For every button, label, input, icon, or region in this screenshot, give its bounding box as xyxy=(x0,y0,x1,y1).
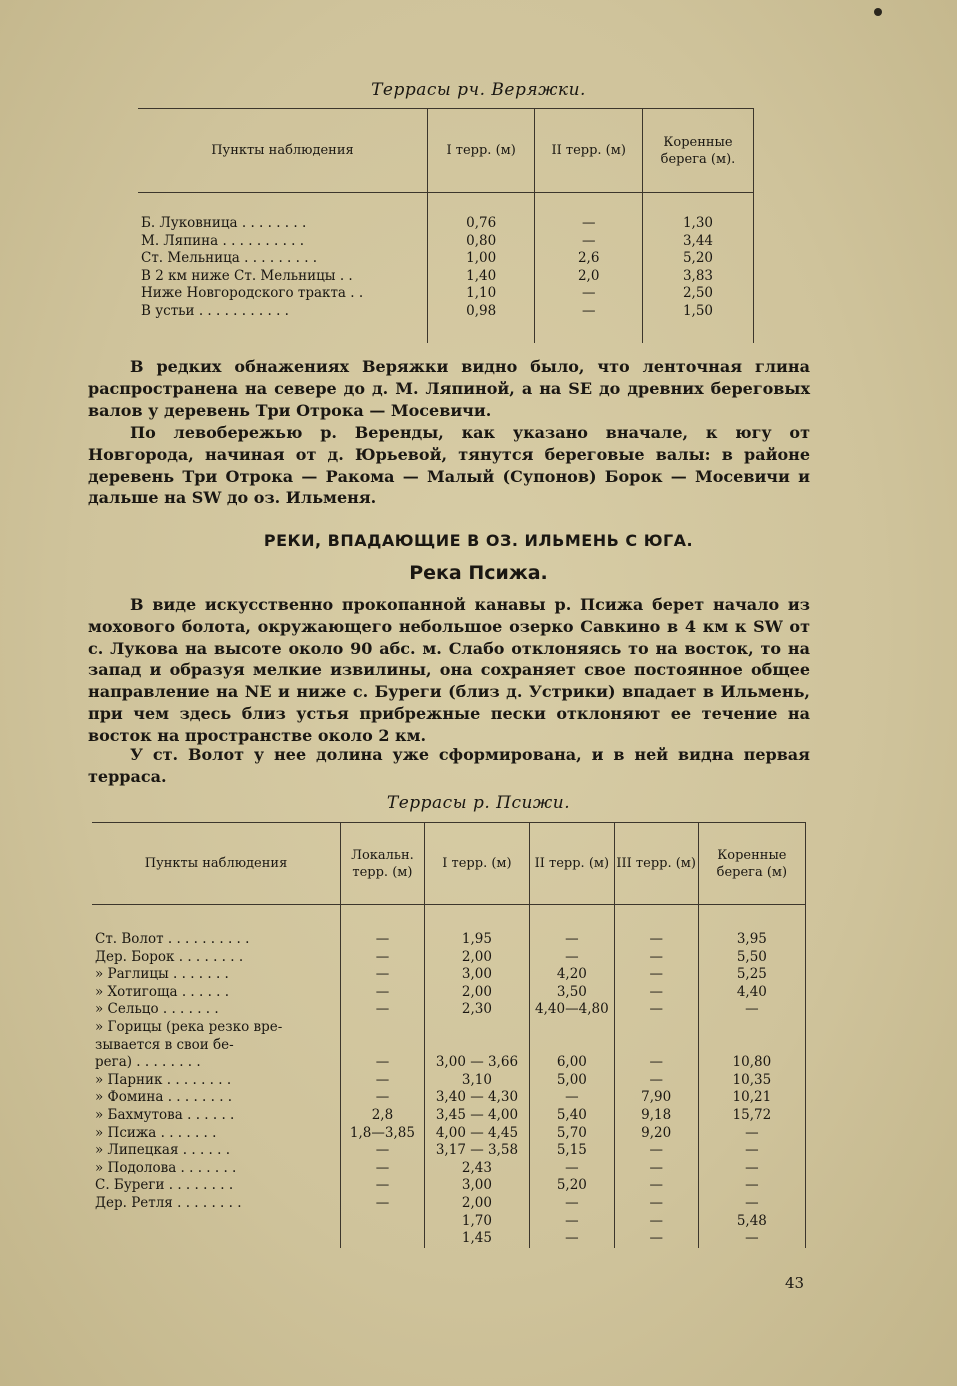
table-row xyxy=(92,1195,806,1213)
point-name: » Псижа . . . . . . . xyxy=(95,1124,217,1141)
terrace3-value: — xyxy=(614,1195,698,1213)
table1-header-bank: Коренные берега (м). xyxy=(642,109,753,193)
point-name: Дер. Ретля . . . . . . . . xyxy=(95,1194,242,1211)
terrace3-value: 9,18 xyxy=(614,1107,698,1125)
table2-header-bank: Коренные берега (м) xyxy=(698,823,805,905)
terrace1-value xyxy=(424,1037,529,1055)
bank-value: — xyxy=(698,1125,805,1143)
terrace1-value: 3,00 — 3,66 xyxy=(424,1054,529,1072)
spacer-cell xyxy=(138,193,427,216)
point-name: В устьи . . . . . . . . . . . xyxy=(141,302,289,319)
bank-value: 1,50 xyxy=(642,303,753,321)
local-terrace-value: — xyxy=(341,1072,425,1090)
local-terrace-value xyxy=(341,1019,425,1037)
terrace1-value: 1,95 xyxy=(424,931,529,949)
spacer-cell xyxy=(642,321,753,343)
terrace1-value: 0,98 xyxy=(427,303,535,321)
local-terrace-value: — xyxy=(341,966,425,984)
table-row xyxy=(138,303,754,321)
terrace2-value: — xyxy=(530,1195,615,1213)
bank-value xyxy=(698,1019,805,1037)
bank-value: 5,50 xyxy=(698,949,805,967)
terrace3-value: — xyxy=(614,949,698,967)
terrace2-value: 2,6 xyxy=(535,250,643,268)
local-terrace-value: — xyxy=(341,1142,425,1160)
terrace2-value: — xyxy=(535,285,643,303)
local-terrace-value: — xyxy=(341,1001,425,1019)
spacer-cell xyxy=(614,905,698,932)
table-row xyxy=(92,1072,806,1090)
point-name: » Парник . . . . . . . . xyxy=(95,1071,232,1088)
table2-header-points: Пункты наблюдения xyxy=(92,823,341,905)
bank-value: 5,20 xyxy=(642,250,753,268)
terrace2-value: — xyxy=(530,1213,615,1231)
terrace3-value: — xyxy=(614,931,698,949)
table-psizha-terraces xyxy=(92,822,806,1248)
bank-value: 5,25 xyxy=(698,966,805,984)
local-terrace-value xyxy=(341,1213,425,1231)
terrace1-value: 4,00 — 4,45 xyxy=(424,1125,529,1143)
paragraph-veryazhka-clay: В редких обнажениях Веряжки видно было, что ленточная глина распространена на севере до д. М. Ляпиной, а на SE до древних береговых валов у деревень Три Отрока — Мосевичи. xyxy=(88,357,810,420)
spacer-cell xyxy=(92,905,341,932)
terrace3-value: — xyxy=(614,966,698,984)
terrace1-value: 1,40 xyxy=(427,268,535,286)
table-row xyxy=(138,285,754,303)
table2-caption: Террасы р. Псижи. xyxy=(386,793,571,813)
local-terrace-value xyxy=(341,1230,425,1248)
terrace3-value: — xyxy=(614,1072,698,1090)
terrace1-value: 2,00 xyxy=(424,1195,529,1213)
terrace2-value xyxy=(530,1037,615,1055)
terrace2-value: — xyxy=(530,1230,615,1248)
terrace3-value: 7,90 xyxy=(614,1089,698,1107)
point-name: зывается в свои бе- xyxy=(95,1036,234,1053)
table-row xyxy=(92,1089,806,1107)
spacer-cell xyxy=(535,321,643,343)
table-row xyxy=(92,1125,806,1143)
terrace1-value: 1,00 xyxy=(427,250,535,268)
bank-value: 2,50 xyxy=(642,285,753,303)
bank-value: 10,80 xyxy=(698,1054,805,1072)
bank-value: 3,83 xyxy=(642,268,753,286)
terrace2-value: 4,20 xyxy=(530,966,615,984)
point-name: Ст. Мельница . . . . . . . . . xyxy=(141,250,318,267)
paragraph-berenda-banks: По левобережью р. Веренды, как указано вначале, к югу от Новгорода, начиная от д. Юрьевой, тянутся береговые валы: в районе деревень Три Отрока — Ракома — Малый (Супонов) Борок — Мосевичи и дальше на SW до оз. Ильменя. xyxy=(88,423,810,508)
bank-value: 1,30 xyxy=(642,215,753,233)
table-row xyxy=(92,1230,806,1248)
point-name: Ниже Новгородского тракта . . xyxy=(141,285,364,302)
terrace2-value: 5,00 xyxy=(530,1072,615,1090)
terrace2-value: 5,70 xyxy=(530,1125,615,1143)
bank-value: — xyxy=(698,1230,805,1248)
local-terrace-value: — xyxy=(341,1089,425,1107)
spacer-cell xyxy=(642,193,753,216)
local-terrace-value: 1,8—3,85 xyxy=(341,1125,425,1143)
table-row xyxy=(92,931,806,949)
bank-value xyxy=(698,1037,805,1055)
terrace2-value: — xyxy=(530,1160,615,1178)
local-terrace-value: — xyxy=(341,1160,425,1178)
terrace1-value: 1,10 xyxy=(427,285,535,303)
spacer-cell xyxy=(427,193,535,216)
point-name: Дер. Борок . . . . . . . . xyxy=(95,948,244,965)
table-row xyxy=(138,233,754,251)
river-subheading: Река Псижа. xyxy=(409,562,548,584)
point-name xyxy=(92,1213,341,1231)
point-name: » Подолова . . . . . . . xyxy=(95,1159,237,1176)
point-name: » Фомина . . . . . . . . xyxy=(95,1089,233,1106)
terrace3-value: — xyxy=(614,984,698,1002)
bank-value: 3,95 xyxy=(698,931,805,949)
terrace2-value: 3,50 xyxy=(530,984,615,1002)
table-row xyxy=(92,1213,806,1231)
terrace3-value xyxy=(614,1019,698,1037)
table-row xyxy=(92,1177,806,1195)
table2-header-terrace2: II терр. (м) xyxy=(530,823,615,905)
point-name: Ст. Волот . . . . . . . . . . xyxy=(95,931,250,947)
table-row xyxy=(92,966,806,984)
terrace3-value xyxy=(614,1037,698,1055)
terrace2-value xyxy=(530,1019,615,1037)
terrace1-value: 0,76 xyxy=(427,215,535,233)
point-name xyxy=(92,1230,341,1248)
terrace3-value: — xyxy=(614,1177,698,1195)
spacer-cell xyxy=(698,905,805,932)
terrace2-value: 5,15 xyxy=(530,1142,615,1160)
bank-value: 4,40 xyxy=(698,984,805,1002)
table-row xyxy=(92,1019,806,1037)
terrace1-value: 3,17 — 3,58 xyxy=(424,1142,529,1160)
spacer-cell xyxy=(341,905,425,932)
table-row xyxy=(92,1107,806,1125)
table-row xyxy=(92,984,806,1002)
local-terrace-value: — xyxy=(341,1054,425,1072)
terrace1-value: 1,45 xyxy=(424,1230,529,1248)
terrace2-value: 6,00 xyxy=(530,1054,615,1072)
terrace1-value xyxy=(424,1019,529,1037)
point-name: » Бахмутова . . . . . . xyxy=(95,1106,235,1123)
terrace3-value: — xyxy=(614,1230,698,1248)
spacer-cell xyxy=(535,193,643,216)
point-name: С. Буреги . . . . . . . . xyxy=(95,1177,234,1194)
table1-header-points: Пункты наблюдения xyxy=(138,109,427,193)
terrace2-value: — xyxy=(535,233,643,251)
local-terrace-value: — xyxy=(341,949,425,967)
spacer-cell xyxy=(530,905,615,932)
bank-value: — xyxy=(698,1142,805,1160)
section-heading: РЕКИ, ВПАДАЮЩИЕ В ОЗ. ИЛЬМЕНЬ С ЮГА. xyxy=(263,531,694,550)
terrace2-value: — xyxy=(530,931,615,949)
terrace2-value: 5,40 xyxy=(530,1107,615,1125)
terrace3-value: 9,20 xyxy=(614,1125,698,1143)
bank-value: — xyxy=(698,1001,805,1019)
ink-spot xyxy=(874,8,882,16)
local-terrace-value: — xyxy=(341,1195,425,1213)
table2-header-local: Локальн. терр. (м) xyxy=(341,823,425,905)
terrace1-value: 2,30 xyxy=(424,1001,529,1019)
point-name: » Липецкая . . . . . . xyxy=(95,1142,230,1159)
terrace1-value: 3,00 xyxy=(424,1177,529,1195)
spacer-cell xyxy=(427,321,535,343)
table2-body xyxy=(92,905,806,1248)
terrace3-value: — xyxy=(614,1001,698,1019)
terrace1-value: 3,00 xyxy=(424,966,529,984)
local-terrace-value: — xyxy=(341,1177,425,1195)
local-terrace-value: — xyxy=(341,984,425,1002)
point-name: » Хотигоща . . . . . . xyxy=(95,983,230,1000)
point-name: Б. Луковница . . . . . . . . xyxy=(141,215,307,231)
table1-header-terrace2: II терр. (м) xyxy=(535,109,643,193)
terrace1-value: 0,80 xyxy=(427,233,535,251)
local-terrace-value xyxy=(341,1037,425,1055)
terrace1-value: 2,43 xyxy=(424,1160,529,1178)
table-veryazhka-terraces xyxy=(138,108,754,343)
bank-value: — xyxy=(698,1160,805,1178)
bank-value: 10,35 xyxy=(698,1072,805,1090)
terrace2-value: 2,0 xyxy=(535,268,643,286)
paragraph-volot-terrace: У ст. Волот у нее долина уже сформирована, и в ней видна первая терраса. xyxy=(88,745,810,786)
bank-value: 5,48 xyxy=(698,1213,805,1231)
table-row xyxy=(92,1037,806,1055)
spacer-cell xyxy=(138,321,427,343)
bank-value: 15,72 xyxy=(698,1107,805,1125)
table-row xyxy=(92,1142,806,1160)
table-row xyxy=(138,215,754,233)
terrace3-value: — xyxy=(614,1213,698,1231)
terrace3-value: — xyxy=(614,1142,698,1160)
point-name: М. Ляпина . . . . . . . . . . xyxy=(141,232,305,249)
table2-header-terrace3: III терр. (м) xyxy=(614,823,698,905)
point-name: » Сельцо . . . . . . . xyxy=(95,1001,219,1018)
point-name: В 2 км ниже Ст. Мельницы . . xyxy=(141,267,353,284)
terrace2-value: — xyxy=(530,1089,615,1107)
terrace1-value: 1,70 xyxy=(424,1213,529,1231)
bank-value: 3,44 xyxy=(642,233,753,251)
terrace1-value: 3,40 — 4,30 xyxy=(424,1089,529,1107)
table1-caption: Террасы рч. Веряжки. xyxy=(371,80,586,100)
terrace2-value: — xyxy=(535,215,643,233)
table-row xyxy=(92,1160,806,1178)
spacer-cell xyxy=(424,905,529,932)
terrace3-value: — xyxy=(614,1054,698,1072)
table-row xyxy=(92,1054,806,1072)
bank-value: — xyxy=(698,1195,805,1213)
page-number: 43 xyxy=(785,1274,805,1292)
table-row xyxy=(138,268,754,286)
point-name: » Горицы (река резко вре- xyxy=(95,1018,283,1035)
terrace2-value: — xyxy=(530,949,615,967)
terrace1-value: 3,10 xyxy=(424,1072,529,1090)
terrace2-value: 5,20 xyxy=(530,1177,615,1195)
terrace3-value: — xyxy=(614,1160,698,1178)
table1-header-terrace1: I терр. (м) xyxy=(427,109,535,193)
bank-value: 10,21 xyxy=(698,1089,805,1107)
terrace2-value: — xyxy=(535,303,643,321)
terrace1-value: 3,45 — 4,00 xyxy=(424,1107,529,1125)
paragraph-psizha-description: В виде искусственно прокопанной канавы р. Псижа берет начало из мохового болота, окружающего небольшое озерко Савкино в 4 км к SW от с. Лукова на высоте около 90 абс. м. Слабо отклоняясь то на восток, то на запад и образуя мелкие извилины, она сохраняет свое постоянное общее направление на NE и ниже с. Буреги (близ д. Устрики) впадает в Ильмень, при чем здесь близ устья прибрежные пески отклоняют ее течение на восток на пространстве около 2 км. xyxy=(88,595,810,745)
table2-header-terrace1: I терр. (м) xyxy=(424,823,529,905)
point-name: » Раглицы . . . . . . . xyxy=(95,966,229,983)
terrace1-value: 2,00 xyxy=(424,949,529,967)
table1-body xyxy=(138,193,754,343)
table-row xyxy=(92,949,806,967)
table-row xyxy=(138,250,754,268)
point-name: рега) . . . . . . . . xyxy=(95,1054,201,1071)
local-terrace-value: — xyxy=(341,931,425,949)
local-terrace-value: 2,8 xyxy=(341,1107,425,1125)
terrace2-value: 4,40—4,80 xyxy=(530,1001,615,1019)
bank-value: — xyxy=(698,1177,805,1195)
table-row xyxy=(92,1001,806,1019)
terrace1-value: 2,00 xyxy=(424,984,529,1002)
